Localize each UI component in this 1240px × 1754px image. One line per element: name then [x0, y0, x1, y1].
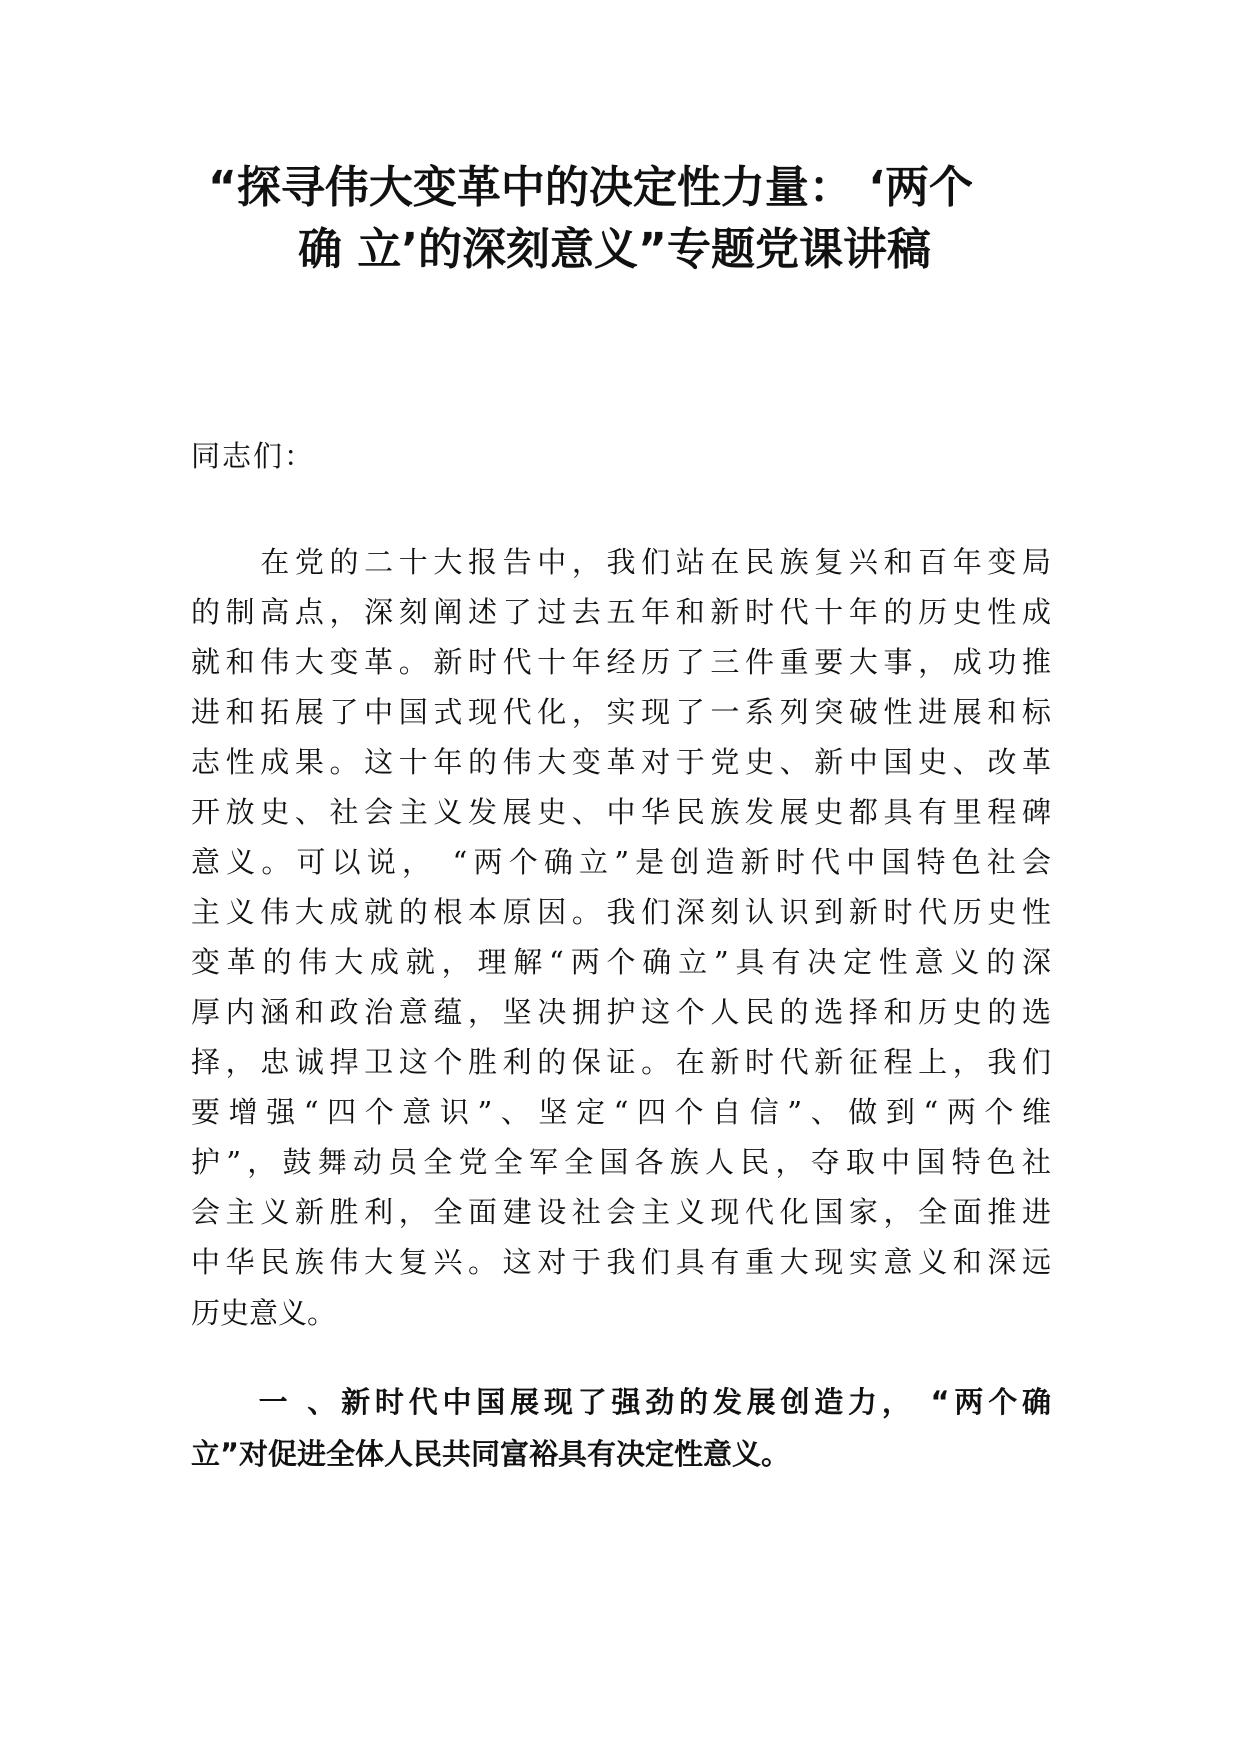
paragraph-line: 开放史、社会主义发展史、中华民族发展史都具有里程碑: [191, 795, 1051, 829]
paragraph-line: 要增强“四个意识”、坚定“四个自信”、做到“两个维: [191, 1095, 1051, 1129]
paragraph-line: 主义伟大成就的根本原因。我们深刻认识到新时代历史性: [191, 895, 1051, 929]
paragraph-line: 的制高点，深刻阐述了过去五年和新时代十年的历史性成: [191, 595, 1051, 629]
paragraph-line: 变革的伟大成就，理解“两个确立”具有决定性意义的深: [191, 945, 1051, 979]
section-heading-line-2: 立”对促进全体人民共同富裕具有决定性意义。: [191, 1437, 791, 1471]
paragraph-line: 在党的二十大报告中，我们站在民族复兴和百年变局: [191, 545, 1051, 579]
paragraph-line: 志性成果。这十年的伟大变革对于党史、新中国史、改革: [191, 745, 1051, 779]
paragraph-line: 中华民族伟大复兴。这对于我们具有重大现实意义和深远: [191, 1245, 1051, 1279]
paragraph-line: 就和伟大变革。新时代十年经历了三件重要大事，成功推: [191, 645, 1051, 679]
document-title-line-1: “探寻伟大变革中的决定性力量： ‘两个: [208, 162, 973, 213]
paragraph-line: 会主义新胜利，全面建设社会主义现代化国家，全面推进: [191, 1195, 1051, 1229]
paragraph-line: 择，忠诚捍卫这个胜利的保证。在新时代新征程上，我们: [191, 1045, 1051, 1079]
document-title-line-2: 确 立’的深刻意义”专题党课讲稿: [298, 224, 931, 275]
salutation: 同志们：: [191, 439, 316, 473]
paragraph-line: 进和拓展了中国式现代化，实现了一系列突破性进展和标: [191, 695, 1051, 729]
section-heading-line-1: 一 、新时代中国展现了强劲的发展创造力， “两个确: [191, 1385, 1051, 1419]
paragraph-line: 意义。可以说， “两个确立”是创造新时代中国特色社会: [191, 845, 1051, 879]
paragraph-line: 护”，鼓舞动员全党全军全国各族人民，夺取中国特色社: [191, 1145, 1051, 1179]
paragraph-line: 厚内涵和政治意蕴，坚决拥护这个人民的选择和历史的选: [191, 995, 1051, 1029]
paragraph-line: 历史意义。: [191, 1296, 337, 1330]
